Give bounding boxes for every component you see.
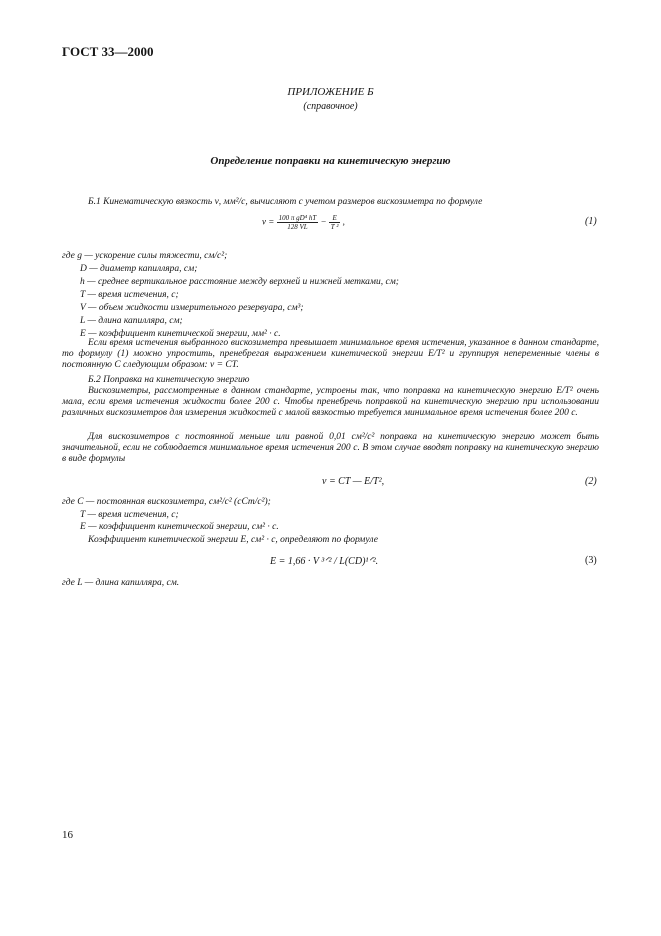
appendix-title: ПРИЛОЖЕНИЕ Б: [287, 86, 374, 98]
paragraph-b1: Б.1 Кинематическую вязкость ν, мм²/с, вычисляют с учетом размеров вискозиметра по формуле: [88, 197, 483, 207]
formula-1-tail: ,: [342, 216, 345, 227]
formula-1-number: (1): [585, 216, 597, 227]
formula-3: E = 1,66 · V ³ᐟ² / L(CD)¹ᐟ².: [270, 556, 379, 567]
formula-1-lhs: ν =: [262, 216, 275, 227]
page-number: 16: [62, 829, 73, 841]
formula-3-number: (3): [585, 555, 597, 566]
formula-1-numerator-2: E: [329, 214, 341, 223]
where-line-e: E — коэффициент кинетической энергии, мм² · с.: [80, 329, 281, 339]
where2-line-c: где C — постоянная вискозиметра, см²/с² (сСт/с²);: [62, 497, 271, 507]
formula-1-minus: −: [320, 216, 327, 227]
where-line-g: где g — ускорение силы тяжести, см/с²;: [62, 251, 228, 261]
where-line-l: L — длина капилляра, см;: [80, 316, 183, 326]
where-line-d: D — диаметр капилляра, см;: [80, 264, 198, 274]
where2-line-t: T — время истечения, с;: [80, 510, 179, 520]
formula-1: [262, 214, 345, 231]
formula-2-number: (2): [585, 476, 597, 487]
where2-line-coefficient: Коэффициент кинетической энергии E, см² · с, определяют по формуле: [88, 535, 378, 545]
formula-1-fraction-main: [277, 214, 319, 231]
formula-1-fraction-kinetic: [329, 214, 341, 231]
section-b2-heading: Б.2 Поправка на кинетическую энергию: [88, 375, 250, 385]
where3-line-l: где L — длина капилляра, см.: [62, 578, 180, 588]
where-line-h: h — среднее вертикальное расстояние между верхней и нижней метками, см;: [80, 277, 399, 287]
where-line-t: T — время истечения, с;: [80, 290, 179, 300]
paragraph-simplification: Если время истечения выбранного вискозиметра превышает минимальное время истечения, указанное в данном стандарте, то формулу (1) можно упростить, пренебрегая выражением кинетической энергии E/T² и группируя непеременные члены в постоянную C следующим образом: ν = CT.: [62, 338, 599, 370]
where2-line-e: E — коэффициент кинетической энергии, см² · с.: [80, 522, 279, 532]
document-header: ГОСТ 33—2000: [62, 44, 154, 59]
paragraph-constant: Для вискозиметров с постоянной меньше или равной 0,01 см²/с² поправка на кинетическую энергию может быть значительной, если не соблюдается минимальное время истечения 200 с. В этом случае вводят поправку на кинетическую энергию в виде формулы: [62, 432, 599, 464]
formula-1-denominator: 128 VL: [287, 223, 308, 231]
formula-2: ν = CT — E/T²,: [322, 476, 385, 487]
section-title: Определение поправки на кинетическую энергию: [210, 155, 451, 167]
formula-1-denominator-2: T ²: [330, 223, 339, 231]
paragraph-viscometers: Вискозиметры, рассмотренные в данном стандарте, устроены так, что поправка на кинетическую энергию E/T² очень мала, если время истечения жидкости более 200 с. Чтобы пренебречь поправкой на кинетическую энергию при использовании различных вискозиметров для измерения жидкостей с малой вязкостью требуется минимальное время истечения более 200 с.: [62, 386, 599, 418]
formula-1-numerator: 100 π gD⁴ hT: [278, 214, 317, 222]
where-line-v: V — объем жидкости измерительного резервуара, см³;: [80, 303, 304, 313]
appendix-subtitle: (справочное): [303, 101, 358, 112]
